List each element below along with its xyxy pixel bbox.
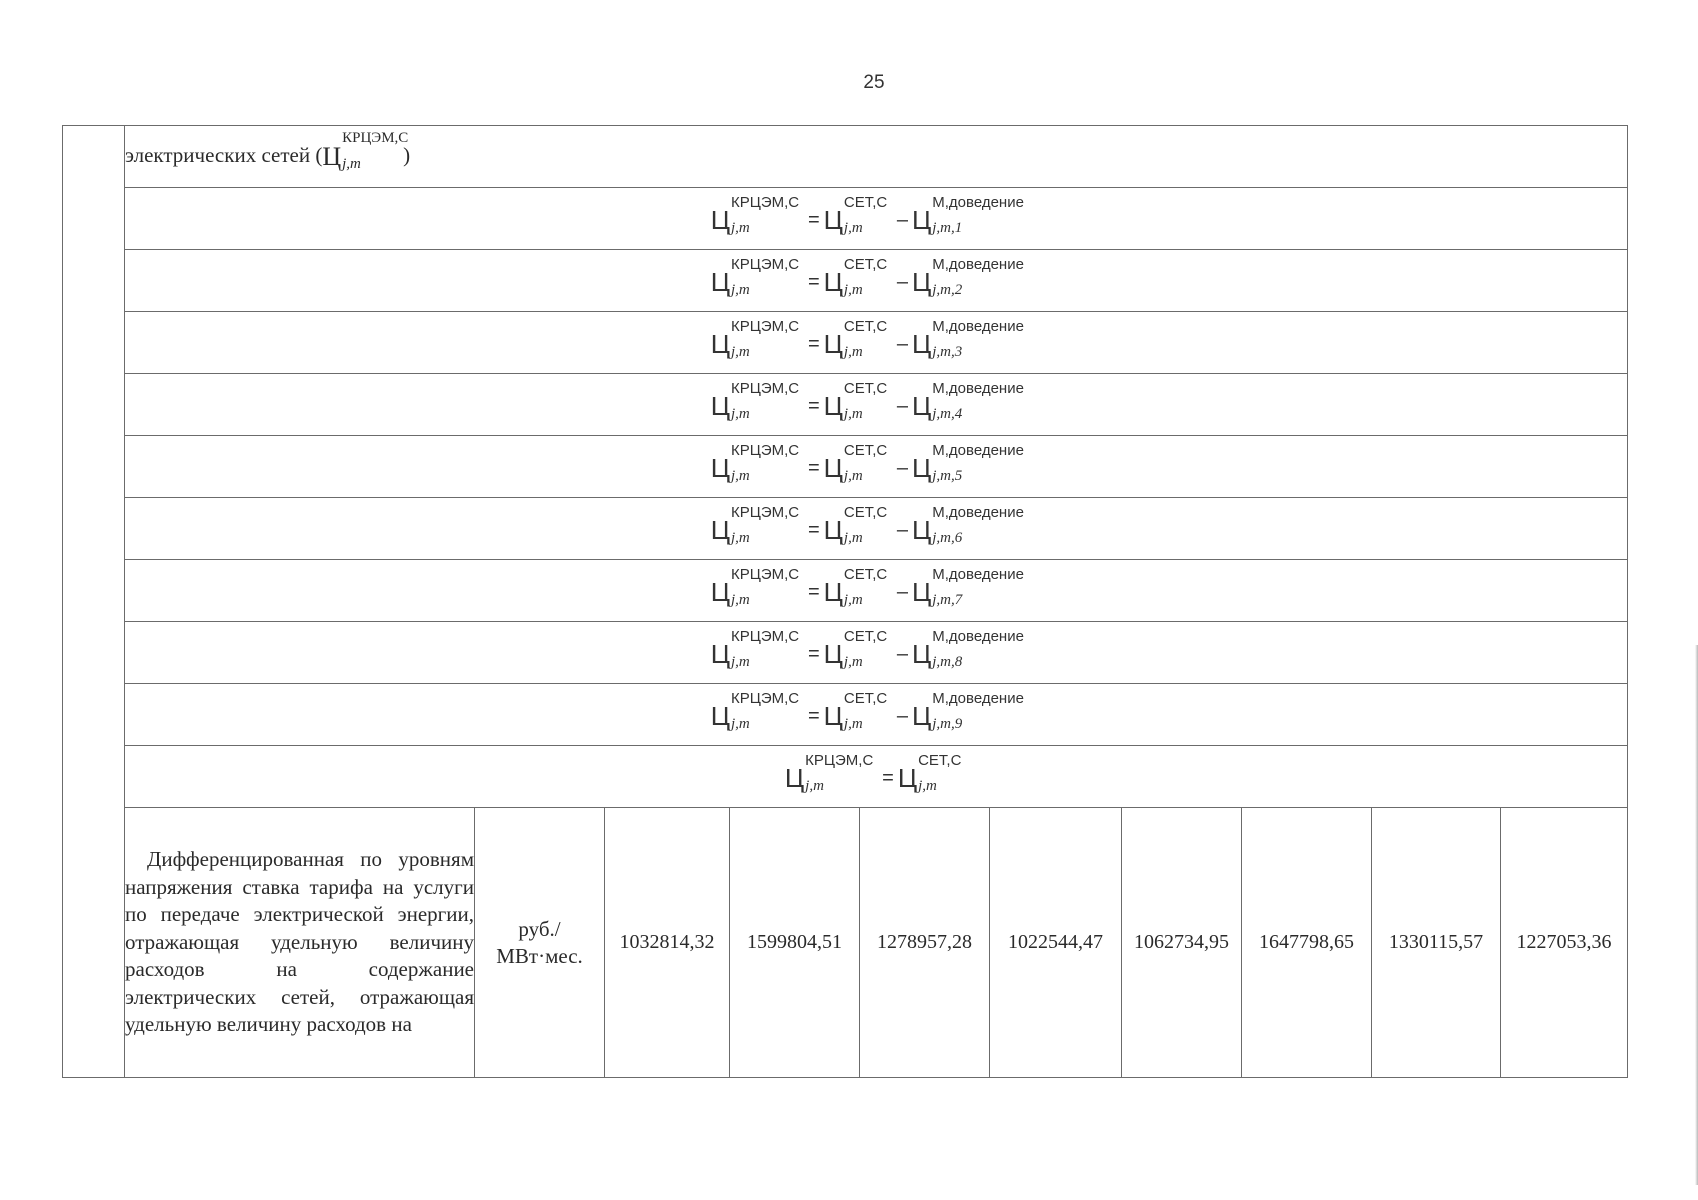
formula-cell — [125, 560, 1628, 622]
price-dovedenie-symbol: Ц М,доведение j,m,9 — [912, 689, 1024, 732]
price-krcem-symbol: Ц КРЦЭМ,С j,m — [710, 255, 800, 298]
formula-cell — [125, 622, 1628, 684]
price-dovedenie-symbol: Ц М,доведение j,m,1 — [912, 193, 1024, 236]
formula — [710, 255, 1042, 298]
formula-cell — [125, 250, 1628, 312]
minus-sign: – — [896, 394, 909, 417]
price-krcem-symbol: Ц КРЦЭМ,С j,m — [710, 565, 800, 608]
table-header-row — [63, 126, 1628, 188]
page-number: 25 — [863, 72, 885, 93]
minus-sign: – — [896, 332, 909, 355]
equals-sign: = — [807, 332, 820, 355]
formula-row — [63, 374, 1628, 436]
formula-row-final — [63, 746, 1628, 808]
price-set-symbol: Ц СЕТ,С j,m — [897, 751, 962, 794]
tariff-table — [62, 125, 1628, 1078]
price-dovedenie-symbol: Ц М,доведение j,m,5 — [912, 441, 1024, 484]
formula-cell — [125, 746, 1628, 808]
price-set-symbol: Ц СЕТ,С j,m — [823, 193, 888, 236]
price-set-symbol: Ц СЕТ,С j,m — [823, 255, 888, 298]
formula-cell — [125, 188, 1628, 250]
equals-sign: = — [807, 704, 820, 727]
formula — [710, 379, 1042, 422]
price-set-symbol: Ц СЕТ,С j,m — [823, 627, 888, 670]
formula-row — [63, 312, 1628, 374]
price-krcem-symbol: Ц КРЦЭМ,С j,m — [710, 441, 800, 484]
equals-sign: = — [807, 642, 820, 665]
price-set-symbol: Ц СЕТ,С j,m — [823, 441, 888, 484]
blank-left-column — [63, 126, 125, 1078]
formula-cell — [125, 498, 1628, 560]
price-dovedenie-symbol: Ц М,доведение j,m,3 — [912, 317, 1024, 360]
price-krcem-symbol: Ц КРЦЭМ,С j,m — [710, 193, 800, 236]
minus-sign: – — [896, 642, 909, 665]
formula-row — [63, 188, 1628, 250]
formula-row — [63, 250, 1628, 312]
formula — [710, 193, 1042, 236]
equals-sign: = — [807, 208, 820, 231]
formula-cell — [125, 684, 1628, 746]
equals-sign: = — [807, 518, 820, 541]
price-krcem-symbol: Ц КРЦЭМ,С j,m — [710, 379, 800, 422]
unit-cell: руб./ МВт·мес. — [475, 808, 605, 1078]
equals-sign: = — [807, 580, 820, 603]
tariff-value-cell: 1278957,28 — [860, 808, 990, 1078]
tariff-value-cell: 1022544,47 — [990, 808, 1122, 1078]
price-krcem-symbol: Ц КРЦЭМ,С j,m — [710, 317, 800, 360]
price-krcem-symbol: Ц КРЦЭМ,С j,m — [710, 689, 800, 732]
price-set-symbol: Ц СЕТ,С j,m — [823, 689, 888, 732]
formula — [710, 689, 1042, 732]
equals-sign: = — [882, 766, 894, 789]
minus-sign: – — [896, 270, 909, 293]
tariff-value-cell: 1062734,95 — [1122, 808, 1242, 1078]
formula-row — [63, 436, 1628, 498]
tariff-description: Дифференцированная по уровням напряжения ставка тарифа на услуги по передаче электрической энергии, отражающая удельную величину расходов на содержание электрических сетей, отражающая удельную величину расходов на — [125, 808, 475, 1078]
price-set-symbol: Ц СЕТ,С j,m — [823, 503, 888, 546]
tariff-value-cell: 1599804,51 — [730, 808, 860, 1078]
formula — [710, 317, 1042, 360]
formula-row — [63, 684, 1628, 746]
tariff-value-cell: 1647798,65 — [1242, 808, 1372, 1078]
price-dovedenie-symbol: Ц М,доведение j,m,7 — [912, 565, 1024, 608]
price-symbol: Ц КРЦЭМ,С j,m — [322, 129, 409, 172]
price-set-symbol: Ц СЕТ,С j,m — [823, 379, 888, 422]
price-dovedenie-symbol: Ц М,доведение j,m,6 — [912, 503, 1024, 546]
formula — [710, 441, 1042, 484]
minus-sign: – — [896, 518, 909, 541]
equals-sign: = — [807, 456, 820, 479]
price-set-symbol: Ц СЕТ,С j,m — [823, 565, 888, 608]
formula — [710, 503, 1042, 546]
formula — [784, 751, 967, 794]
price-krcem-symbol: Ц КРЦЭМ,С j,m — [710, 503, 800, 546]
equals-sign: = — [807, 394, 820, 417]
price-krcem-symbol: Ц КРЦЭМ,С j,m — [784, 751, 874, 794]
formula-cell — [125, 436, 1628, 498]
minus-sign: – — [896, 704, 909, 727]
price-set-symbol: Ц СЕТ,С j,m — [823, 317, 888, 360]
minus-sign: – — [896, 456, 909, 479]
formula-row — [63, 622, 1628, 684]
formula-row — [63, 498, 1628, 560]
section-heading: электрических сетей (Ц КРЦЭМ,С j,m ) — [125, 126, 1628, 188]
formula — [710, 565, 1042, 608]
price-dovedenie-symbol: Ц М,доведение j,m,4 — [912, 379, 1024, 422]
minus-sign: – — [896, 208, 909, 231]
equals-sign: = — [807, 270, 820, 293]
tariff-value-cell: 1330115,57 — [1372, 808, 1501, 1078]
formula-row — [63, 560, 1628, 622]
price-dovedenie-symbol: Ц М,доведение j,m,2 — [912, 255, 1024, 298]
section-heading-text: электрических сетей ( — [125, 142, 323, 167]
minus-sign: – — [896, 580, 909, 603]
price-dovedenie-symbol: Ц М,доведение j,m,8 — [912, 627, 1024, 670]
tariff-value-cell: 1032814,32 — [605, 808, 730, 1078]
tariff-data-row — [63, 808, 1628, 1078]
tariff-value-cell: 1227053,36 — [1501, 808, 1628, 1078]
price-krcem-symbol: Ц КРЦЭМ,С j,m — [710, 627, 800, 670]
formula-cell — [125, 374, 1628, 436]
formula — [710, 627, 1042, 670]
formula-cell — [125, 312, 1628, 374]
